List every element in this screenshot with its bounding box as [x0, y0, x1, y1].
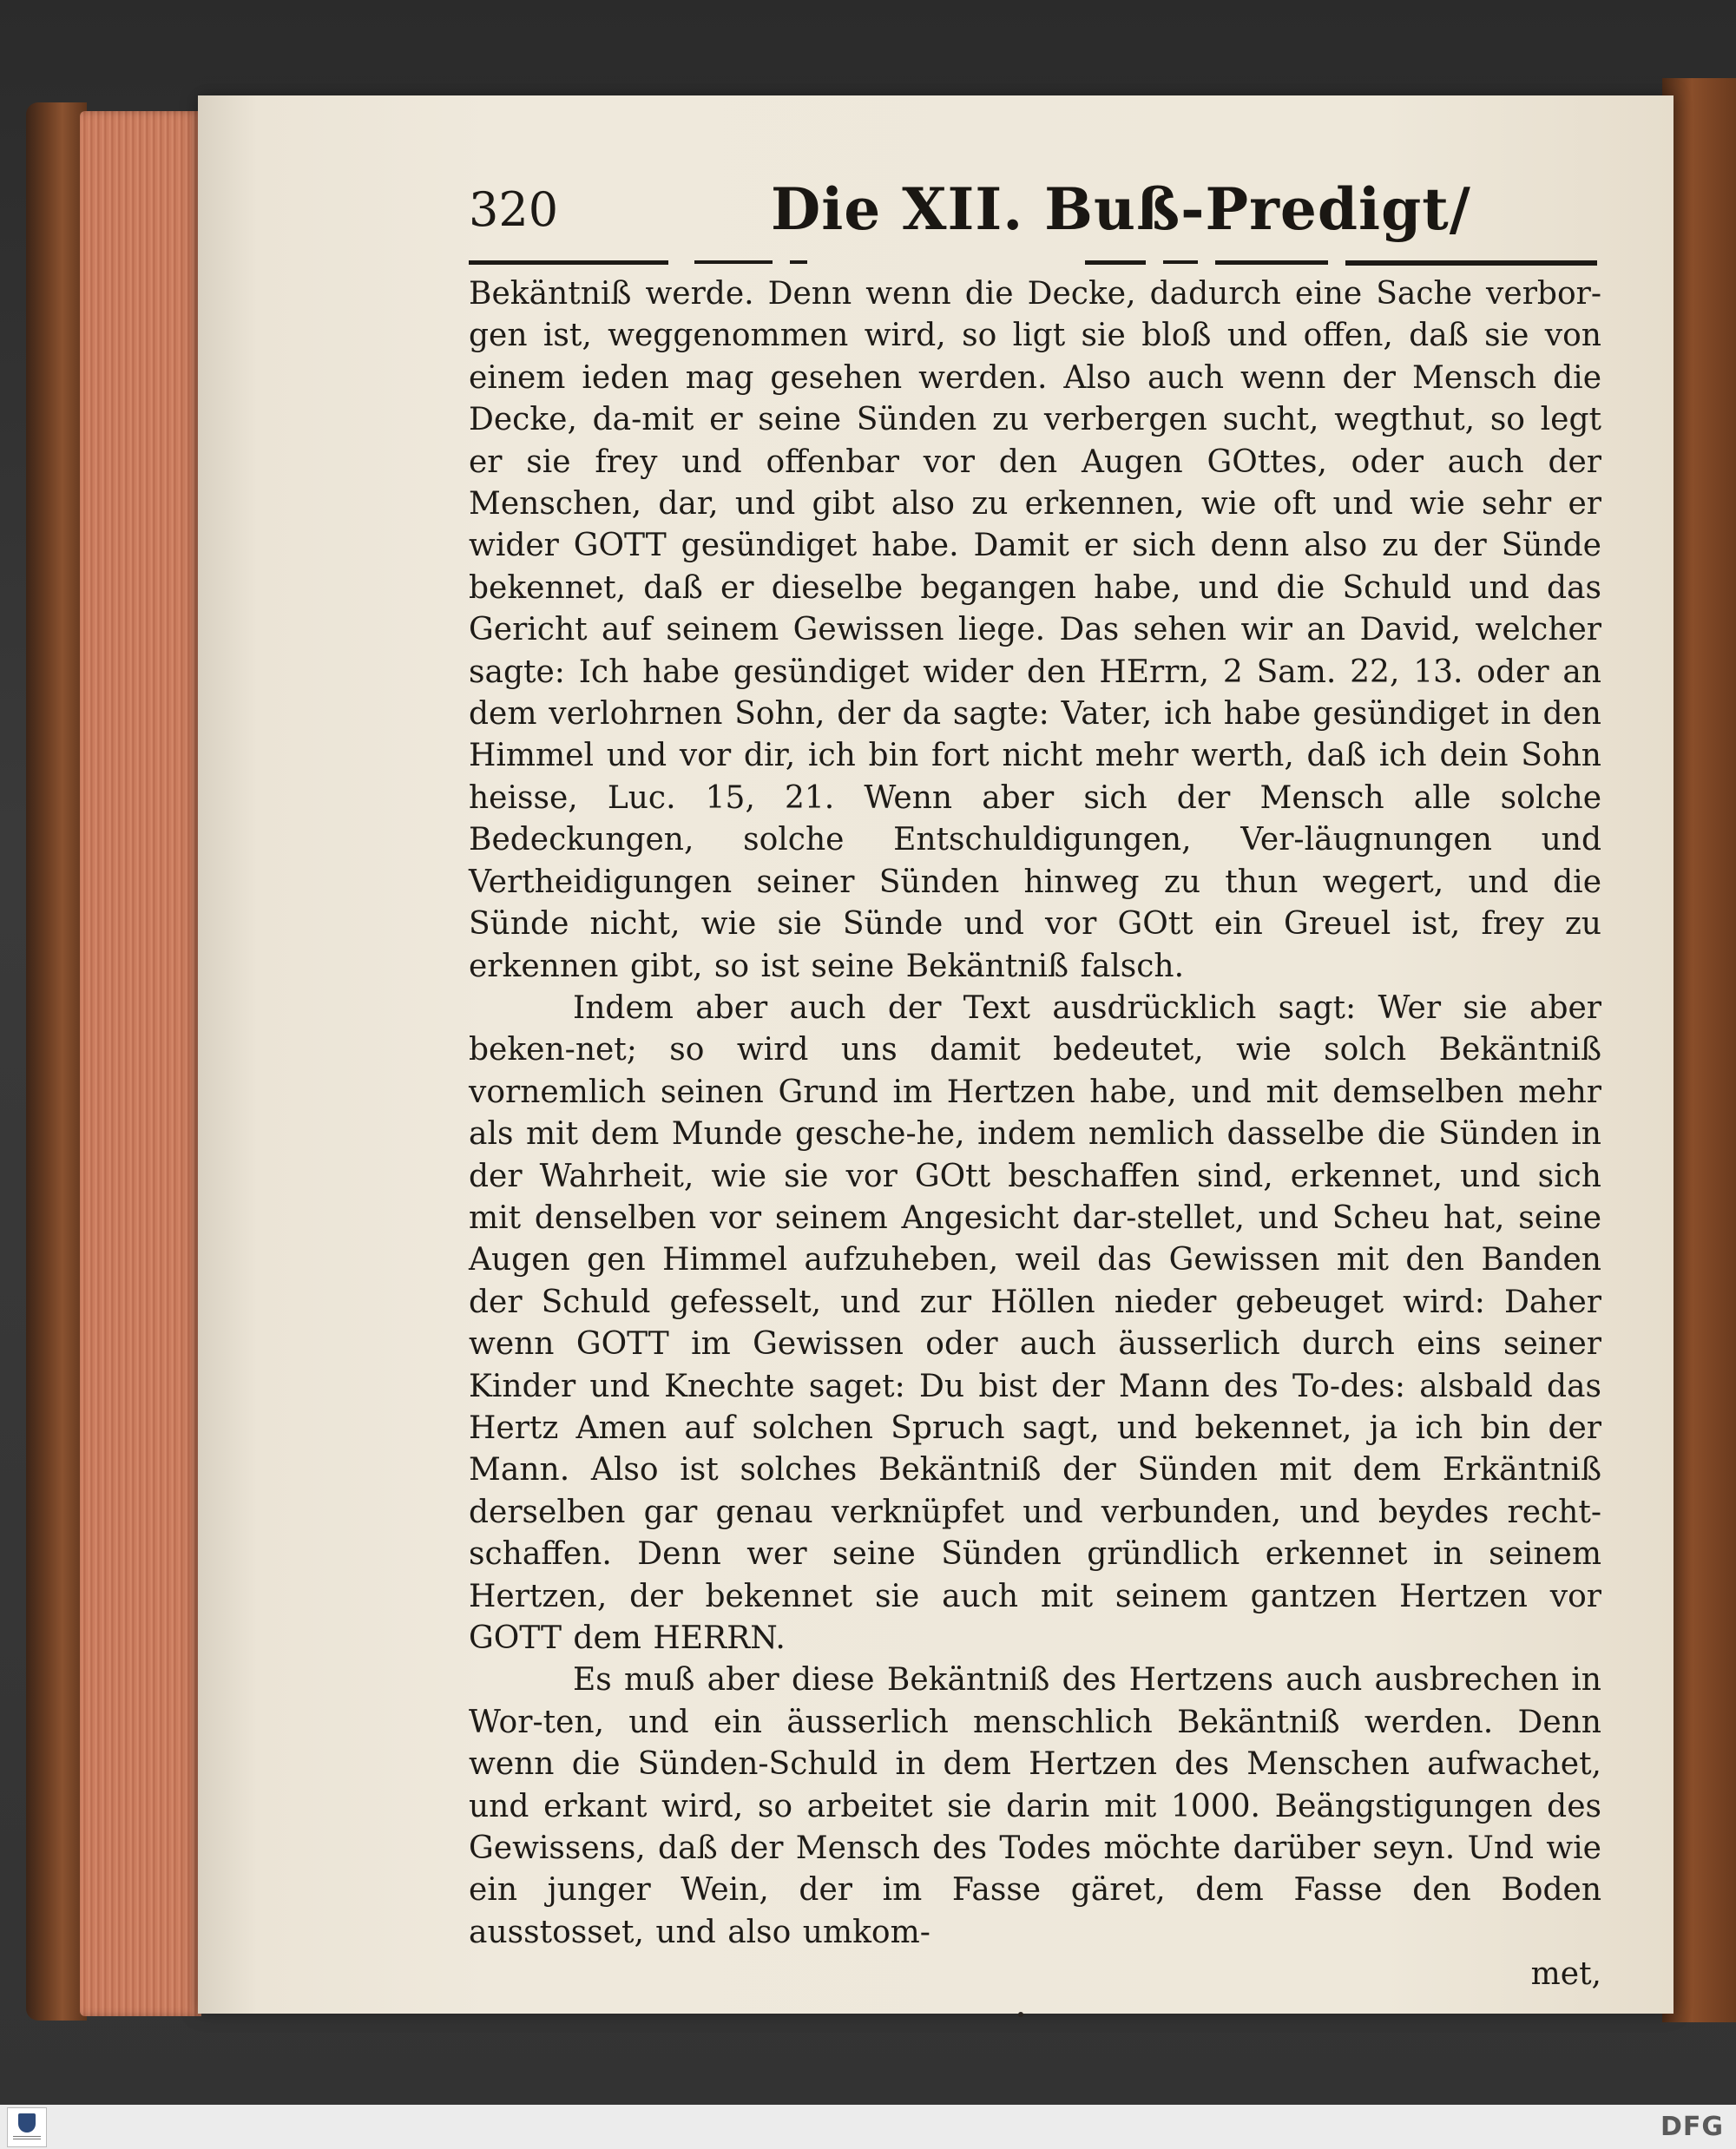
- page-header: [198, 95, 1674, 269]
- footer-bar: [0, 2105, 1736, 2149]
- ink-speck: [1018, 2012, 1023, 2017]
- dfg-label[interactable]: DFG: [1660, 2112, 1724, 2142]
- page-edges: [80, 111, 201, 2016]
- logo-text-lines: [13, 2136, 41, 2141]
- shield-icon: [18, 2113, 36, 2133]
- paragraph-3: Es muß aber diese Bekäntniß des Hertzens auch ausbrechen in Wor-ten, und ein äusserlich menschlich Bekäntniß werden. Denn wenn die Sünden-Schuld in dem Hertzen des Menschen aufwachet, und erkant wird, so arbeitet sie darin mit 1000. Beängstigungen des Gewissens, daß der Mensch des Todes möchte darüber seyn. Und wie ein junger Wein, der im Fasse gäret, dem Fasse den Boden ausstosset, und also umkom-: [469, 1662, 1601, 1950]
- body-text: [469, 273, 1601, 1996]
- book-page: [198, 95, 1674, 2014]
- page-number: 320: [469, 182, 559, 237]
- institution-logo[interactable]: [7, 2107, 47, 2147]
- book-cover-left: [26, 102, 87, 2021]
- paragraph-2: Indem aber auch der Text ausdrücklich sagt: Wer sie aber beken-net; so wird uns damit bedeutet, wie solch Bekäntniß vornemlich seinen Grund im Hertzen habe, und mit demselben mehr als mit dem Munde gesche-he, indem nemlich dasselbe die Sünden in der Wahrheit, wie sie vor GOtt beschaffen sind, erkennet, und sich mit denselben vor seinem Angesicht dar-stellet, und Scheu hat, seine Augen gen Himmel aufzuheben, weil das Gewissen mit den Banden der Schuld gefesselt, und zur Höllen nieder gebeuget wird: Daher wenn GOTT im Gewissen oder auch äusserlich durch eins seiner Kinder und Knechte saget: Du bist der Mann des To-des: alsbald das Hertz Amen auf solchen Spruch sagt, und bekennet, ja ich bin der Mann. Also ist solches Bekäntniß der Sünden mit dem Erkäntniß derselben gar genau verknüpfet und verbunden, und beydes recht-schaffen. Denn wer seine Sünden gründlich erkennet in seinem Hertzen, der bekennet sie auch mit seinem gantzen Hertzen vor GOTT dem HERRN.: [469, 989, 1601, 1656]
- header-rule: [469, 260, 1597, 269]
- running-title: Die XII. Buß-Predigt/: [771, 175, 1471, 243]
- paragraph-1: Bekäntniß werde. Denn wenn die Decke, dadurch eine Sache verbor-gen ist, weggenommen wird, so ligt sie bloß und offen, daß sie von einem ieden mag gesehen werden. Also auch wenn der Mensch die Decke, da-mit er seine Sünden zu verbergen sucht, wegthut, so legt er sie frey und offenbar vor den Augen GOttes, oder auch der Menschen, dar, und gibt also zu erkennen, wie oft und wie sehr er wider GOTT gesündiget habe. Damit er sich denn also zu der Sünde bekennet, daß er dieselbe begangen habe, und die Schuld und das Gericht auf seinem Gewissen liege. Das sehen wir an David, welcher sagte: Ich habe gesündiget wider den HErrn, 2 Sam. 22, 13. oder an dem verlohrnen Sohn, der da sagte: Vater, ich habe gesündiget in den Himmel und vor dir, ich bin fort nicht mehr werth, daß ich dein Sohn heisse, Luc. 15, 21. Wenn aber sich der Mensch alle solche Bedeckungen, solche Entschuldigungen, Ver-läugnungen und Vertheidigungen seiner Sünden hinweg zu thun wegert, und die Sünde nicht, wie sie Sünde und vor GOtt ein Greuel ist, frey zu erkennen gibt, so ist seine Bekäntniß falsch.: [469, 276, 1601, 984]
- catchword: met,: [1530, 1956, 1601, 1993]
